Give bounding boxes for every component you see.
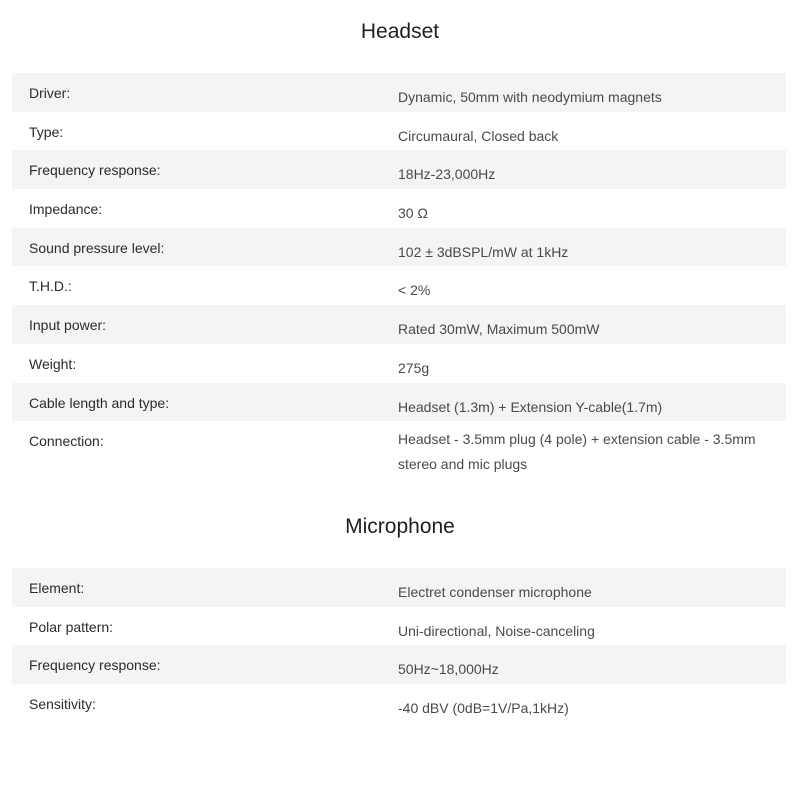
spec-value: -40 dBV (0dB=1V/Pa,1kHz) [398, 700, 569, 717]
table-row [12, 645, 786, 684]
spec-label: Sound pressure level: [29, 239, 165, 256]
table-row [12, 228, 786, 267]
spec-label: Frequency response: [29, 162, 161, 179]
spec-label: Polar pattern: [29, 618, 114, 635]
spec-value: 275g [398, 359, 430, 376]
spec-value: Headset (1.3m) + Extension Y-cable(1.7m) [398, 398, 663, 415]
spec-value: 50Hz~18,000Hz [398, 661, 499, 678]
spec-label: Type: [29, 123, 64, 140]
spec-label: Cable length and type: [29, 394, 170, 411]
table-row [12, 266, 786, 305]
microphone-section-title: Microphone [345, 515, 455, 538]
spec-value: Rated 30mW, Maximum 500mW [398, 321, 600, 338]
table-row [12, 684, 786, 723]
headset-spec-table [12, 73, 786, 483]
headset-section-title: Headset [360, 20, 440, 43]
table-row [12, 344, 786, 383]
spec-value: Electret condenser microphone [398, 584, 592, 600]
spec-label: Driver: [29, 85, 71, 101]
spec-value: 18Hz-23,000Hz [398, 166, 496, 183]
table-row [12, 189, 786, 228]
table-row [12, 421, 786, 483]
table-row [12, 607, 786, 646]
spec-value: Uni-directional, Noise-canceling [398, 622, 595, 639]
table-row [12, 73, 786, 112]
spec-value: 30 Ω [398, 205, 428, 222]
spec-label: Input power: [29, 317, 107, 334]
table-row [12, 383, 786, 422]
table-row [12, 150, 786, 189]
spec-label: Frequency response: [29, 657, 161, 674]
spec-label: Connection: [29, 433, 104, 450]
spec-value: Circumaural, Closed back [398, 127, 559, 144]
spec-value: 102 ± 3dBSPL/mW at 1kHz [398, 243, 569, 260]
spec-label: Sensitivity: [29, 696, 96, 713]
table-row [12, 305, 786, 344]
spec-label: Element: [29, 580, 85, 596]
microphone-spec-table [12, 568, 786, 723]
spec-label: Impedance: [29, 201, 103, 218]
table-row [12, 568, 786, 607]
spec-label: Weight: [29, 355, 77, 372]
spec-value: Dynamic, 50mm with neodymium magnets [398, 89, 662, 105]
spec-value: < 2% [398, 282, 431, 299]
spec-label: T.H.D.: [29, 278, 72, 295]
table-row [12, 112, 786, 151]
spec-value: Headset - 3.5mm plug (4 pole) + extension cable - 3.5mm stereo and mic plugs [398, 431, 756, 473]
